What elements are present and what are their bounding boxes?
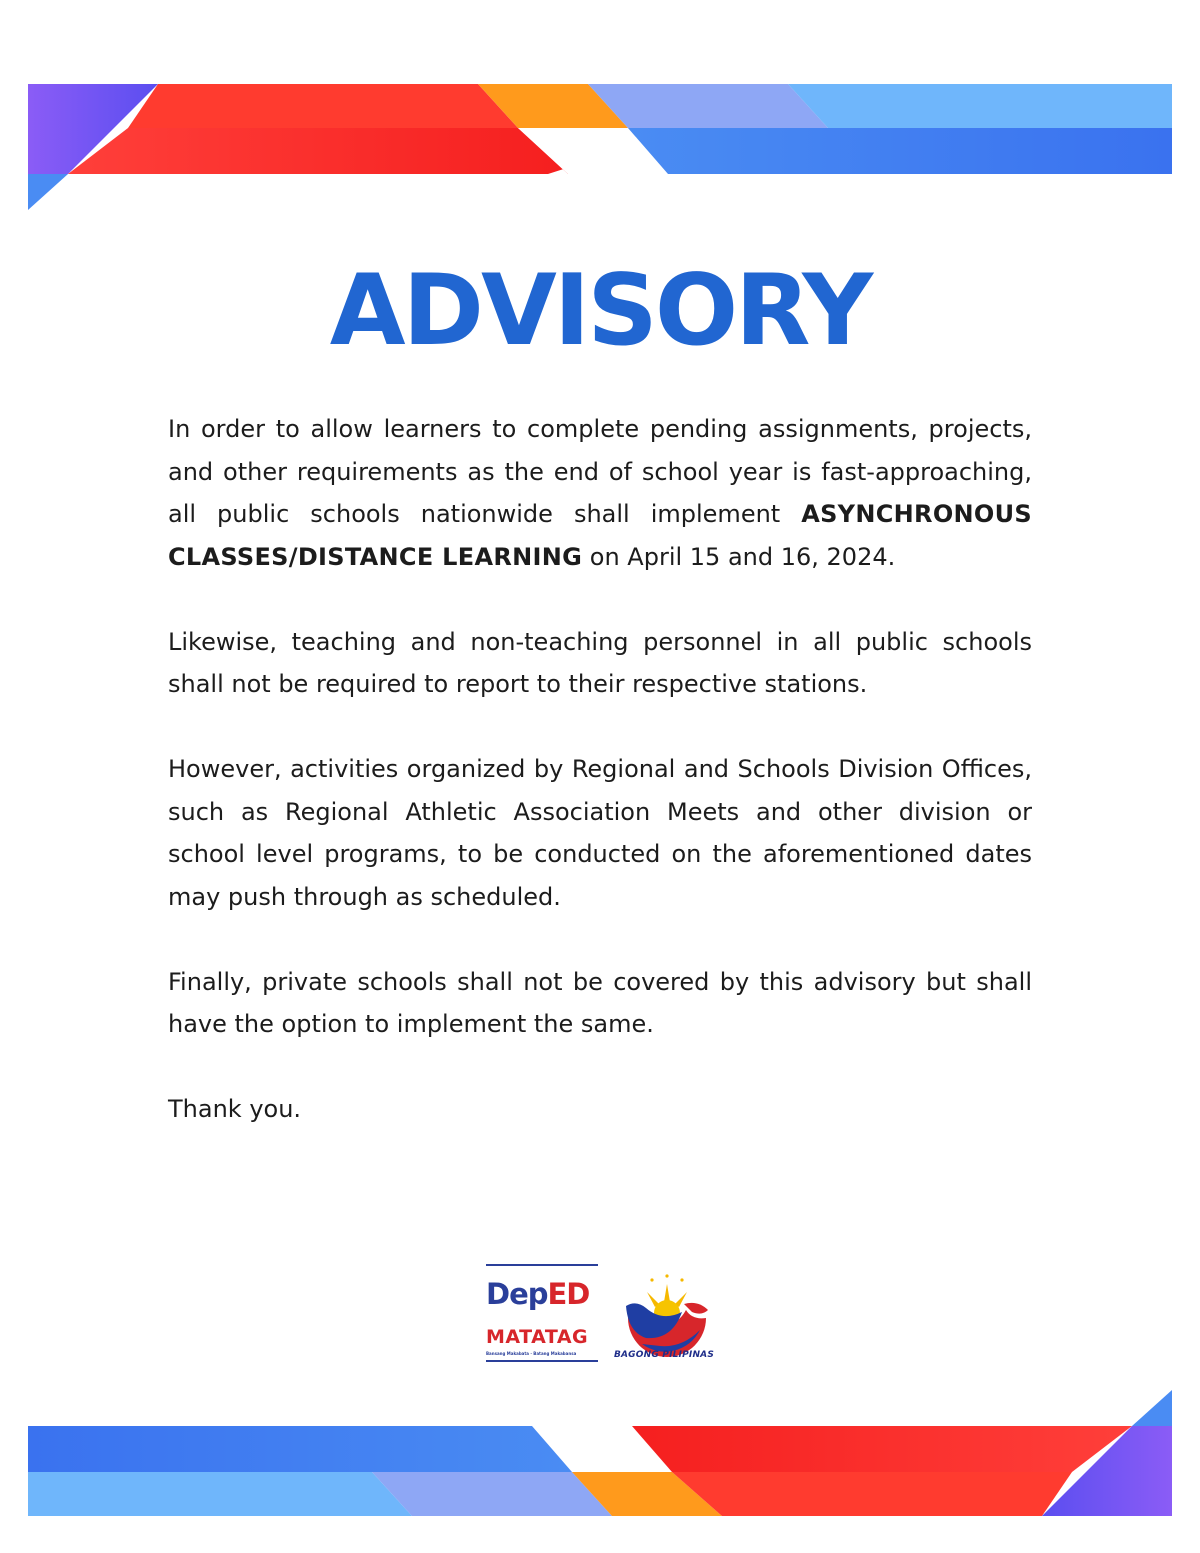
advisory-body — [168, 408, 1032, 1131]
emphasis-asynchronous-classes: ASYNCHRONOUS CLASSES/DISTANCE LEARNING — [168, 500, 1032, 571]
paragraph-3: However, activities organized by Regional and Schools Division Offices, such as Regional Athletic Association Meets and other division or school level programs, to be conducted on the aforementioned dates may push through as scheduled. — [168, 755, 1032, 911]
page-title: ADVISORY — [329, 254, 871, 368]
top-banner — [28, 84, 1172, 210]
logo-row — [480, 1258, 740, 1368]
paragraph-2: Likewise, teaching and non-teaching personnel in all public schools shall not be required to report to their respective stations. — [168, 627, 1032, 698]
paragraph-4: Finally, private schools shall not be covered by this advisory but shall have the option to implement the same. — [168, 967, 1032, 1038]
deped-wordmark: DepED — [486, 1277, 590, 1311]
deped-matatag-label: MATATAG — [486, 1326, 589, 1348]
paragraph-1: In order to allow learners to complete pending assignments, projects, and other requirements as the end of school year is fast-approaching, all public schools nationwide shall implement ASYNCHRONOUS CLASSES/DISTANCE LEARNING on April 15 and 16, 2024. — [168, 415, 1032, 571]
bottom-banner-graphic — [28, 1390, 1172, 1516]
bagong-pilipinas-label: BAGONG PILIPINAS — [613, 1350, 715, 1360]
deped-top-rule — [486, 1264, 598, 1266]
deped-tagline: Bansang Makabata · Batang Makabansa — [486, 1351, 577, 1356]
top-banner-graphic — [28, 84, 1172, 210]
closing-line: Thank you. — [168, 1095, 302, 1123]
bottom-banner — [28, 1390, 1172, 1516]
deped-matatag-logo — [484, 1262, 602, 1362]
deped-bottom-rule — [486, 1360, 598, 1362]
